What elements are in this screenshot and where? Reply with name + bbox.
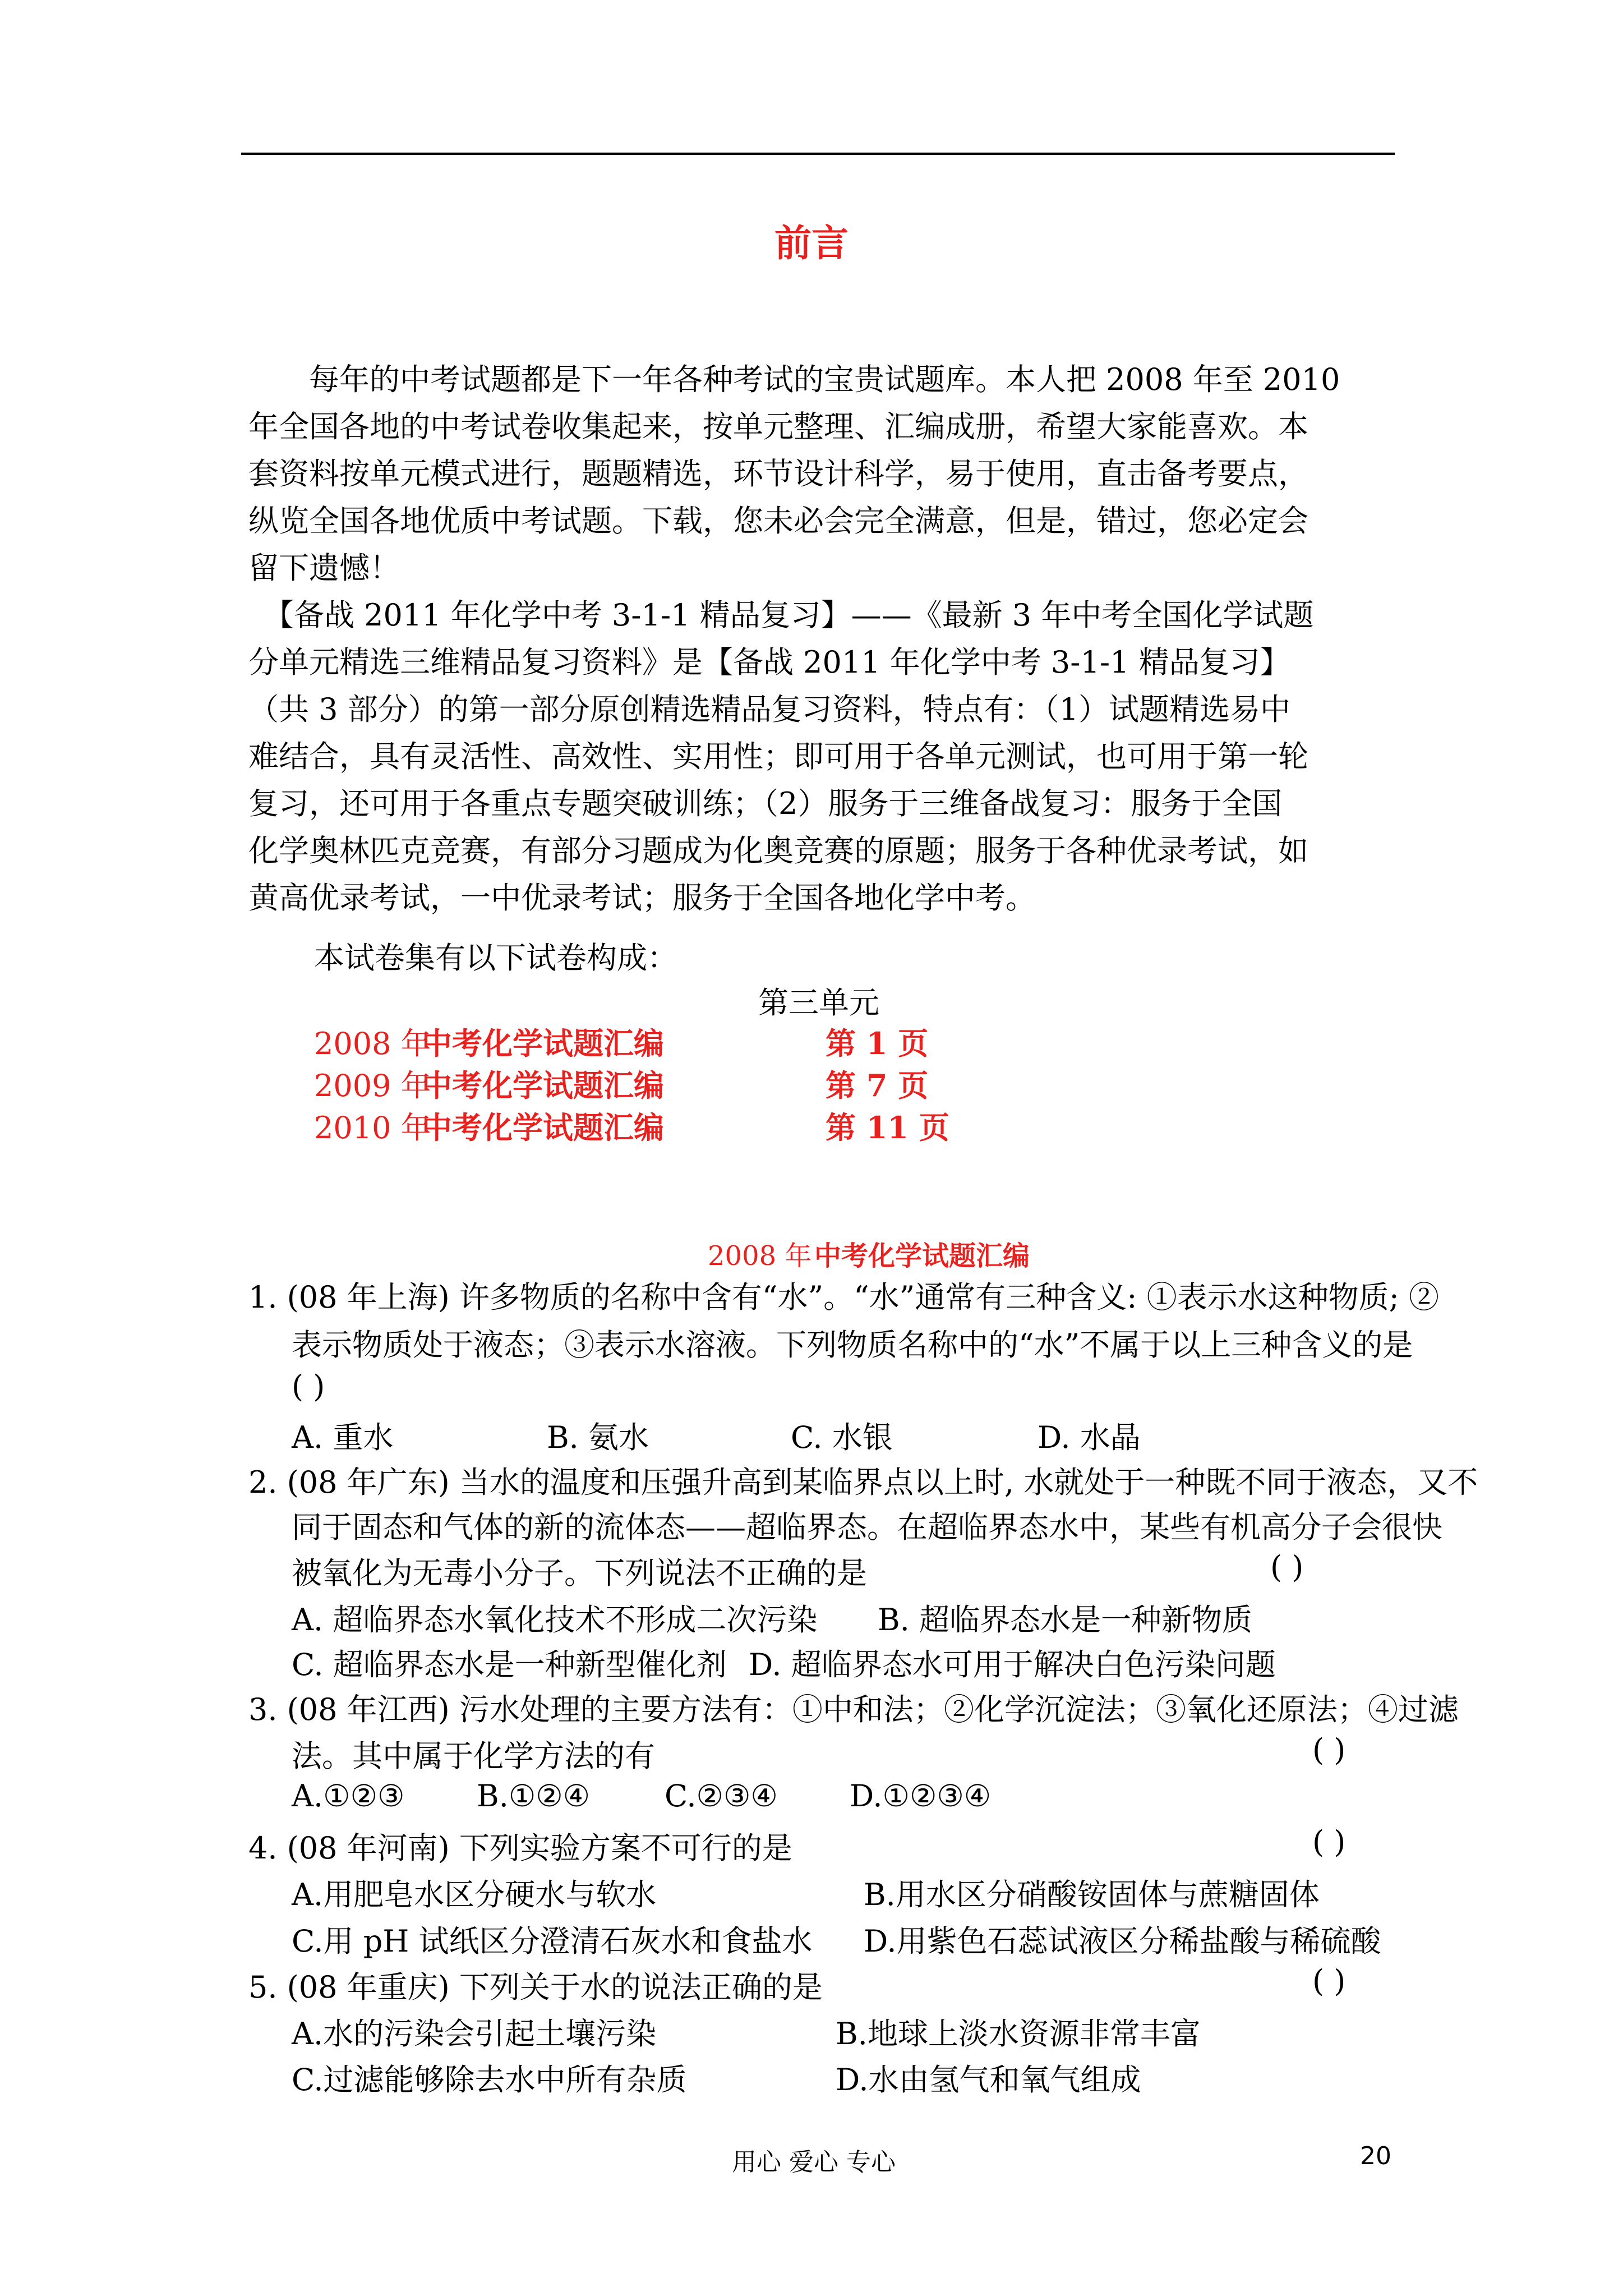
- text-line: 化学奥林匹克竞赛，有部分习题成为化奥竞赛的原题；服务于各种优录考试，如: [248, 833, 1308, 868]
- toc-page: 第 11 页: [826, 1110, 949, 1145]
- question-line: 4. (08 年河南) 下列实验方案不可行的是: [248, 1830, 792, 1866]
- toc-intro: 本试卷集有以下试卷构成：: [314, 940, 677, 976]
- option-a[interactable]: A.水的污染会引起土壤污染: [292, 2016, 657, 2051]
- option-c[interactable]: C.用 pH 试纸区分澄清石灰水和食盐水: [292, 1924, 813, 1959]
- option-c[interactable]: C. 超临界态水是一种新型催化剂: [292, 1647, 727, 1682]
- option-c[interactable]: C.②③④: [665, 1778, 778, 1814]
- question-line: 被氧化为无毒小分子。下列说法不正确的是: [292, 1556, 867, 1591]
- option-b[interactable]: B.用水区分硝酸铵固体与蔗糖固体: [864, 1877, 1320, 1912]
- question-line: 同于固态和气体的新的流体态——超临界态。在超临界态水中，某些有机高分子会很快: [292, 1510, 1442, 1545]
- toc-unit: 第三单元: [758, 985, 879, 1020]
- toc-page: 第 1 页: [826, 1025, 929, 1061]
- answer-bracket[interactable]: ( ): [1312, 1963, 1346, 1999]
- page-number: 20: [1360, 2142, 1391, 2170]
- answer-bracket[interactable]: ( ): [292, 1369, 325, 1404]
- toc-year: 2009 年: [314, 1068, 431, 1103]
- text-line: 黄高优录考试，一中优录考试；服务于全国各地化学中考。: [248, 880, 1036, 915]
- question-line: 表示物质处于液态；③表示水溶液。下列物质名称中的“水”不属于以上三种含义的是: [292, 1327, 1413, 1363]
- option-b[interactable]: B.①②④: [477, 1778, 591, 1814]
- option-c[interactable]: C.过滤能够除去水中所有杂质: [292, 2062, 687, 2097]
- option-a[interactable]: A. 超临界态水氧化技术不形成二次污染: [292, 1602, 818, 1637]
- footer-motto: 用心 爱心 专心: [732, 2148, 896, 2177]
- feature-paragraph: [248, 592, 1404, 922]
- option-a[interactable]: A. 重水: [292, 1420, 394, 1455]
- option-b[interactable]: B. 氨水: [547, 1420, 649, 1455]
- text-line: 年全国各地的中考试卷收集起来，按单元整理、汇编成册，希望大家能喜欢。本: [248, 409, 1308, 444]
- section-year: 2008 年: [708, 1240, 812, 1272]
- text-line: 套资料按单元模式进行，题题精选，环节设计科学，易于使用，直击备考要点，: [248, 456, 1308, 491]
- option-d[interactable]: D.水由氢气和氧气组成: [836, 2062, 1141, 2097]
- option-d[interactable]: D.用紫色石蕊试液区分稀盐酸与稀硫酸: [864, 1924, 1381, 1959]
- option-b[interactable]: B. 超临界态水是一种新物质: [878, 1602, 1253, 1637]
- text-line: 【备战 2011 年化学中考 3-1-1 精品复习】——《最新 3 年中考全国化学试题: [248, 597, 1314, 633]
- toc-name: 中考化学试题汇编: [422, 1110, 664, 1145]
- question-line: 3. (08 年江西) 污水处理的主要方法有：①中和法；②化学沉淀法；③氧化还原法；④过滤: [248, 1692, 1459, 1727]
- answer-bracket[interactable]: ( ): [1312, 1824, 1346, 1860]
- question-line: 法。其中属于化学方法的有: [292, 1738, 655, 1774]
- text-line: 纵览全国各地优质中考试题。下载，您未必会完全满意，但是，错过，您必定会: [248, 503, 1308, 539]
- text-line: 复习，还可用于各重点专题突破训练；（2）服务于三维备战复习：服务于全国: [248, 786, 1283, 821]
- option-d[interactable]: D. 水晶: [1038, 1420, 1141, 1455]
- option-c[interactable]: C. 水银: [791, 1420, 893, 1455]
- toc-name: 中考化学试题汇编: [422, 1025, 664, 1061]
- toc-name: 中考化学试题汇编: [422, 1068, 664, 1103]
- toc-year: 2010 年: [314, 1110, 431, 1145]
- question-line: 1. (08 年上海) 许多物质的名称中含有“水”。“水”通常有三种含义: ①表示水这种物质; ②: [248, 1280, 1440, 1315]
- answer-bracket[interactable]: ( ): [1270, 1549, 1304, 1585]
- header-rule: [241, 153, 1395, 155]
- text-line: 分单元精选三维精品复习资料》是【备战 2011 年化学中考 3-1-1 精品复习】: [248, 645, 1290, 680]
- text-line: 每年的中考试题都是下一年各种考试的宝贵试题库。本人把 2008 年至 2010: [248, 362, 1340, 397]
- toc-page: 第 7 页: [826, 1068, 929, 1103]
- toc-year: 2008 年: [314, 1026, 431, 1061]
- option-a[interactable]: A.用肥皂水区分硬水与软水: [292, 1877, 657, 1912]
- question-line: 2. (08 年广东) 当水的温度和压强升高到某临界点以上时, 水就处于一种既不同于液态，又不: [248, 1465, 1478, 1500]
- text-line: 留下遗憾！: [248, 550, 400, 586]
- text-line: （共 3 部分）的第一部分原创精选精品复习资料，特点有：（1）试题精选易中: [248, 692, 1291, 727]
- question-line: 5. (08 年重庆) 下列关于水的说法正确的是: [248, 1970, 823, 2005]
- option-d[interactable]: D. 超临界态水可用于解决白色污染问题: [749, 1647, 1276, 1682]
- section-name: 中考化学试题汇编: [814, 1240, 1030, 1272]
- text-line: 难结合，具有灵活性、高效性、实用性；即可用于各单元测试，也可用于第一轮: [248, 739, 1308, 774]
- page-title: 前言: [774, 222, 849, 265]
- intro-paragraph: [248, 356, 1404, 592]
- option-b[interactable]: B.地球上淡水资源非常丰富: [836, 2016, 1201, 2051]
- answer-bracket[interactable]: ( ): [1312, 1732, 1346, 1768]
- option-d[interactable]: D.①②③④: [850, 1778, 992, 1814]
- option-a[interactable]: A.①②③: [292, 1778, 405, 1814]
